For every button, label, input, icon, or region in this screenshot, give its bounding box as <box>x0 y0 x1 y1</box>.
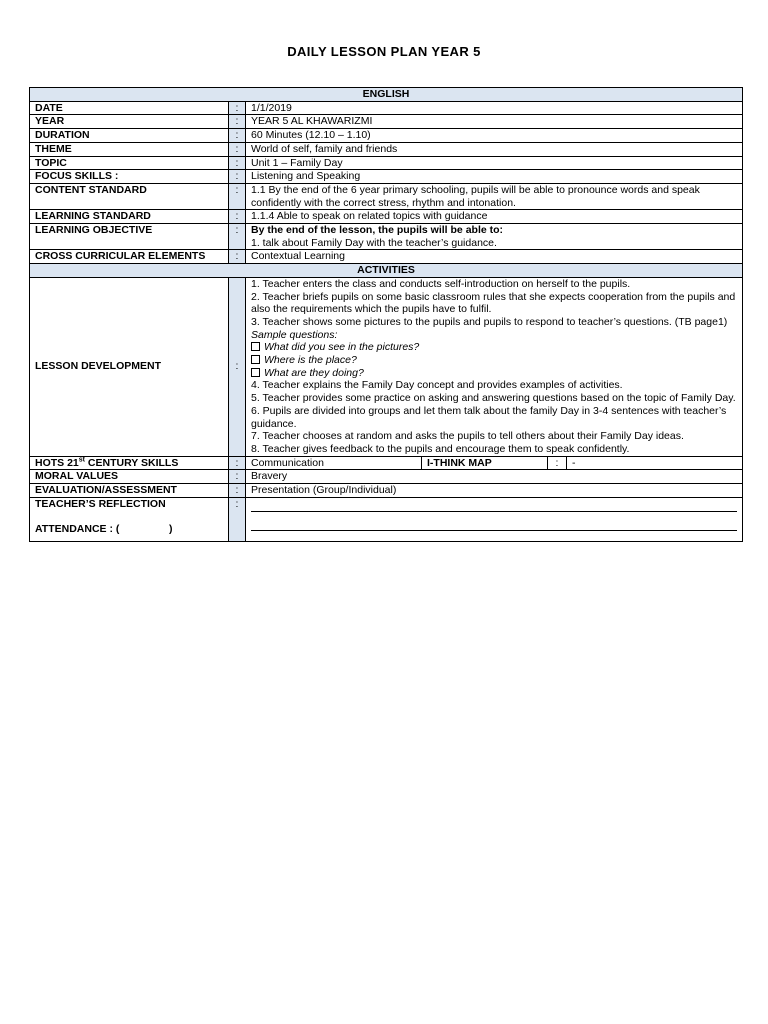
sample-question <box>251 341 737 354</box>
learning-objective-label: LEARNING OBJECTIVE <box>30 224 229 250</box>
activities-header: ACTIVITIES <box>30 264 743 278</box>
theme-label: THEME <box>30 142 229 156</box>
colon: : <box>229 101 246 115</box>
objective-intro: By the end of the lesson, the pupils will be able to: <box>251 224 504 237</box>
theme-value: World of self, family and friends <box>246 142 743 156</box>
row-duration <box>30 129 743 143</box>
page-title: DAILY LESSON PLAN YEAR 5 <box>287 44 481 59</box>
activity-step: 5. Teacher provides some practice on asking and answering questions based on the topic of Family Day. <box>251 392 736 405</box>
learning-objective-value <box>246 224 743 250</box>
colon: : <box>229 183 246 209</box>
row-cross-curricular <box>30 250 743 264</box>
sample-question <box>251 354 737 367</box>
colon: : <box>229 456 246 470</box>
moral-values-value: Bravery <box>246 470 743 484</box>
activity-step: 7. Teacher chooses at random and asks the pupils to tell others about their Family Day ideas. <box>251 430 684 443</box>
cross-curricular-value: Contextual Learning <box>246 250 743 264</box>
colon: : <box>229 484 246 498</box>
topic-label: TOPIC <box>30 156 229 170</box>
activity-step: 8. Teacher gives feedback to the pupils and encourage them to speak confidently. <box>251 442 630 455</box>
activity-step: 1. Teacher enters the class and conducts self-introduction on herself to the pupils. <box>251 277 631 290</box>
content-standard-label: CONTENT STANDARD <box>30 183 229 209</box>
row-theme <box>30 142 743 156</box>
colon: : <box>229 250 246 264</box>
focus-skills-label: FOCUS SKILLS : <box>30 170 229 184</box>
hots-label-text-end: CENTURY SKILLS <box>85 456 179 469</box>
sample-question <box>251 367 737 380</box>
cross-curricular-label: CROSS CURRICULAR ELEMENTS <box>30 250 229 264</box>
duration-label: DURATION <box>30 129 229 143</box>
row-year <box>30 115 743 129</box>
colon: : <box>229 470 246 484</box>
year-label: YEAR <box>30 115 229 129</box>
activity-step: 4. Teacher explains the Family Day concept and provides examples of activities. <box>251 379 623 392</box>
ithink-map-label: I-THINK MAP <box>421 457 547 470</box>
colon: : <box>229 210 246 224</box>
colon: : <box>229 142 246 156</box>
ithink-colon: : <box>547 457 566 470</box>
sample-questions-heading: Sample questions: <box>251 328 338 341</box>
activity-step: 3. Teacher shows some pictures to the pupils and pupils to respond to teacher’s questions. (TB page1) <box>251 315 728 328</box>
reflection-label: TEACHER’S REFLECTION <box>35 497 166 510</box>
row-date <box>30 101 743 115</box>
checkbox-bullet-icon <box>251 342 260 351</box>
row-content-standard <box>30 183 743 209</box>
evaluation-label: EVALUATION/ASSESSMENT <box>30 484 229 498</box>
hots-label <box>30 456 229 470</box>
row-topic <box>30 156 743 170</box>
date-label: DATE <box>30 101 229 115</box>
colon: : <box>229 224 246 250</box>
sample-question-text: What are they doing? <box>264 366 364 379</box>
sample-question-text: What did you see in the pictures? <box>264 341 420 354</box>
hots-label-sup: st <box>78 456 85 464</box>
reflection-label-cell <box>30 497 229 541</box>
lesson-development-label: LESSON DEVELOPMENT <box>30 277 229 456</box>
date-value: 1/1/2019 <box>246 101 743 115</box>
lesson-plan-table <box>29 87 743 542</box>
checkbox-bullet-icon <box>251 355 260 364</box>
objective-item: 1. talk about Family Day with the teacher’s guidance. <box>251 236 497 249</box>
focus-skills-value: Listening and Speaking <box>246 170 743 184</box>
year-value: YEAR 5 AL KHAWARIZMI <box>246 115 743 129</box>
moral-values-label: MORAL VALUES <box>30 470 229 484</box>
reflection-lines <box>246 497 743 541</box>
reflection-line <box>251 530 737 531</box>
duration-value: 60 Minutes (12.10 – 1.10) <box>246 129 743 143</box>
learning-standard-label: LEARNING STANDARD <box>30 210 229 224</box>
topic-value: Unit 1 – Family Day <box>246 156 743 170</box>
row-learning-objective <box>30 224 743 250</box>
hots-label-text: HOTS 21 <box>35 456 79 469</box>
activity-step: 6. Pupils are divided into groups and let them talk about the family Day in 3-4 sentences with teacher’s guidance. <box>251 404 727 430</box>
evaluation-value: Presentation (Group/Individual) <box>246 484 743 498</box>
colon: : <box>229 170 246 184</box>
activity-step: 2. Teacher briefs pupils on some basic classroom rules that she expects cooperation from the pupils and also the requirements which the pupils have to fulfil. <box>251 290 736 316</box>
reflection-line <box>251 511 737 512</box>
row-learning-standard <box>30 210 743 224</box>
hots-value-cell <box>246 456 743 470</box>
row-moral-values <box>30 470 743 484</box>
colon: : <box>229 277 246 456</box>
colon: : <box>229 115 246 129</box>
row-reflection <box>30 497 743 541</box>
row-hots <box>30 456 743 470</box>
row-lesson-development <box>30 277 743 456</box>
hots-value: Communication <box>251 456 324 469</box>
colon: : <box>229 497 246 541</box>
checkbox-bullet-icon <box>251 368 260 377</box>
ithink-map-value: - <box>566 457 742 470</box>
row-focus-skills <box>30 170 743 184</box>
subject-header: ENGLISH <box>30 88 743 102</box>
colon: : <box>229 156 246 170</box>
colon: : <box>229 129 246 143</box>
attendance-label: ATTENDANCE : ( ) <box>35 522 173 535</box>
content-standard-value: 1.1 By the end of the 6 year primary schooling, pupils will be able to pronounce words and speak confidently with the correct stress, rhythm and intonation. <box>246 183 743 209</box>
row-evaluation <box>30 484 743 498</box>
sample-question-text: Where is the place? <box>264 354 357 367</box>
learning-standard-value: 1.1.4 Able to speak on related topics with guidance <box>246 210 743 224</box>
lesson-development-content <box>246 277 743 456</box>
